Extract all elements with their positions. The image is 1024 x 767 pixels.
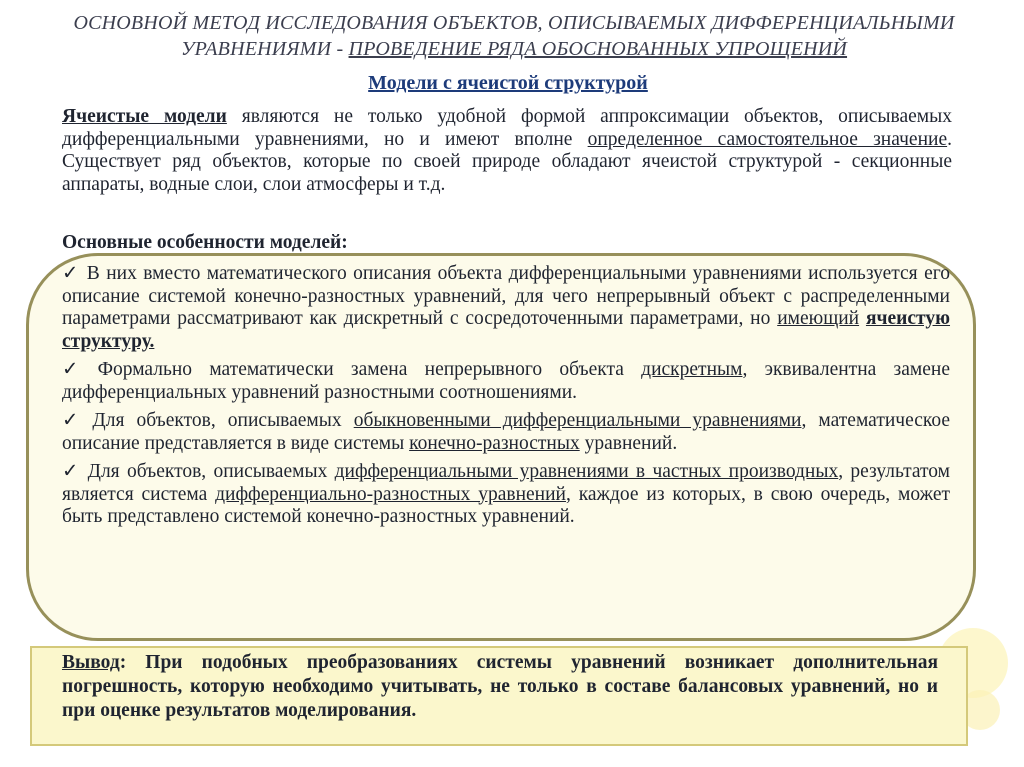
item-text: Формально математически замена непрерывного объекта (80, 359, 642, 380)
list-item (62, 359, 950, 404)
check-icon: ✓ (62, 410, 79, 431)
header-line-2-underlined: ПРОВЕДЕНИЕ РЯДА ОБОСНОВАННЫХ УПРОЩЕНИЙ (348, 38, 848, 60)
check-icon: ✓ (62, 461, 79, 482)
item-underlined: конечно-разностных (409, 432, 580, 454)
conclusion-box (30, 646, 968, 746)
header-line-1: ОСНОВНОЙ МЕТОД ИССЛЕДОВАНИЯ ОБЪЕКТОВ, ОПИСЫВАЕМЫХ ДИФФЕРЕНЦИАЛЬНЫМИ (73, 12, 955, 34)
intro-paragraph (62, 106, 952, 196)
item-underlined: дифференциальными уравнениями в частных производных (334, 461, 839, 482)
conclusion-label: Вывод (62, 652, 120, 673)
item-text: Для объектов, описываемых (80, 410, 354, 431)
slide-subtitle: Модели с ячеистой структурой (368, 72, 648, 94)
conclusion-text: : При подобных преобразованиях системы уравнений возникает дополнительная погрешность, которую необходимо учитывать, не только в составе балансовых уравнений, но и при оценке результатов моделирования. (62, 652, 938, 721)
item-underlined: обыкновенными дифференциальными уравнениями (353, 410, 802, 431)
list-item (62, 461, 950, 529)
item-text: , каждое из которых, в свою очередь, может быть представлено системой конечно-разностных уравнений. (62, 483, 950, 527)
list-item (62, 410, 950, 455)
item-text: , эквивалентна замене дифференциальных уравнений разностными соотношениями. (62, 359, 950, 403)
slide-header (24, 10, 1004, 62)
features-list (62, 263, 950, 535)
item-underlined: имеющий (777, 308, 860, 329)
item-underlined: дифференциально-разностных уравнений (215, 483, 566, 505)
item-text: Для объектов, описываемых (80, 461, 335, 482)
features-heading: Основные особенности моделей: (62, 232, 348, 253)
check-icon: ✓ (62, 359, 79, 380)
item-underlined: дискретным (641, 359, 743, 380)
list-item (62, 263, 950, 353)
intro-text-2: . Существует ряд объектов, которые по своей природе обладают ячеистой структурой - секционные аппараты, водные слои, слои атмосферы и т.д. (62, 128, 952, 195)
header-line-2 (24, 36, 1004, 62)
item-text: уравнений. (579, 432, 678, 454)
item-text: , результатом является система (62, 461, 950, 505)
item-text: В них вместо математического описания объекта дифференциальными уравнениями используется его описание системой конечно-разностных уравнений, для чего непрерывный объект с распределенными параметрами рассматривают как дискретный с сосредоточенными параметрами, но (62, 263, 950, 329)
intro-text-1: являются не только удобной формой аппроксимации объектов, описываемых дифференциальными уравнениями, но и имеют вполне (62, 106, 952, 150)
intro-underlined: определенное самостоятельное значение (587, 128, 948, 150)
check-icon: ✓ (62, 263, 79, 284)
intro-term: Ячеистые модели (62, 106, 227, 127)
item-text (859, 308, 866, 329)
header-line-2-plain: УРАВНЕНИЯМИ - (180, 38, 349, 60)
item-text: , математическое описание представляется в виде системы (62, 410, 951, 454)
item-underlined-bold: ячеистую структуру. (62, 308, 951, 352)
